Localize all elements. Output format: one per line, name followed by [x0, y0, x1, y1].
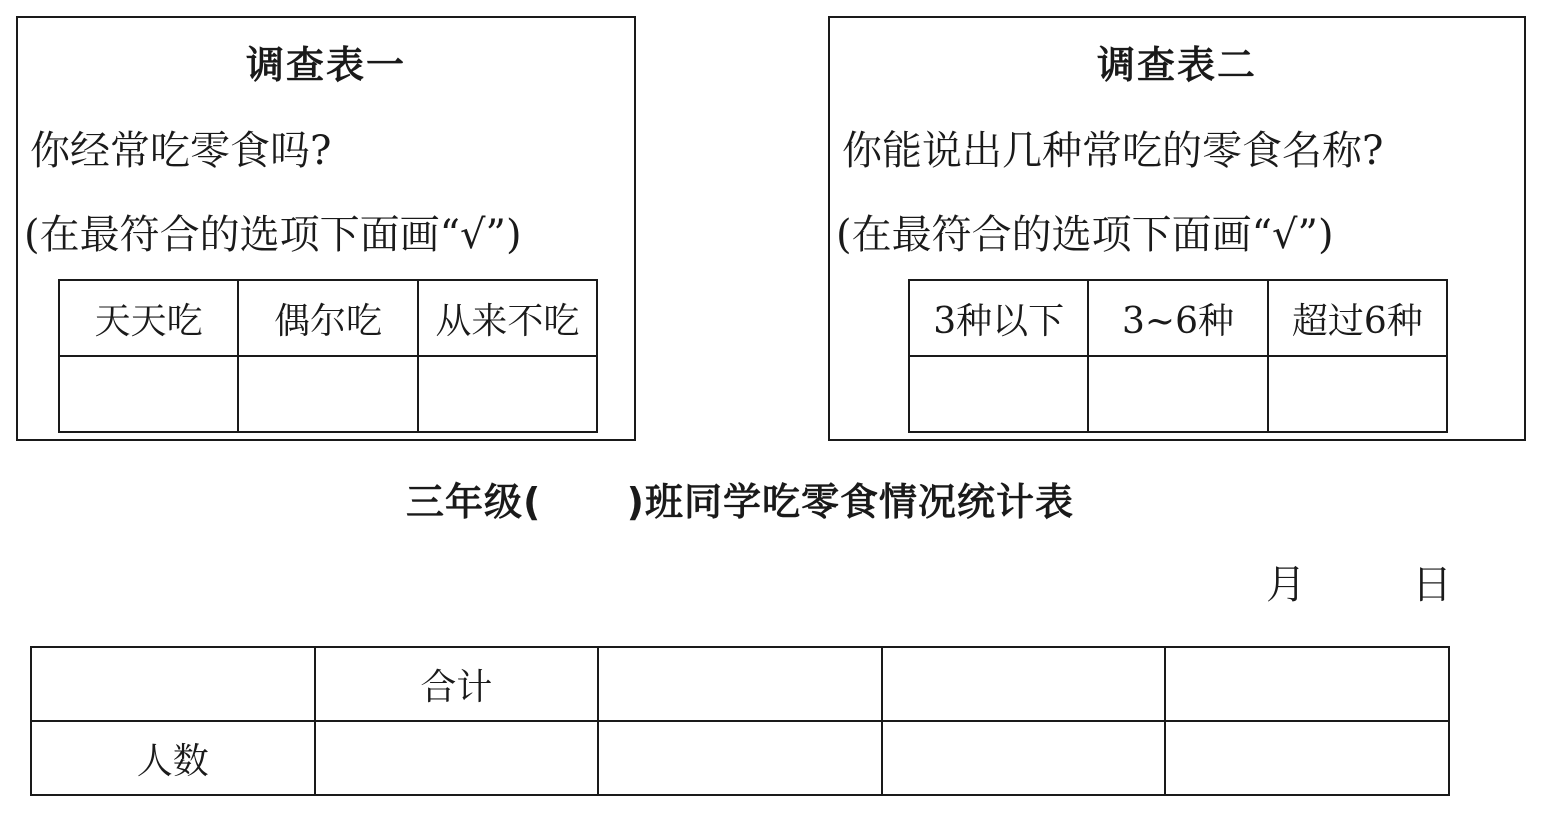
survey-question: 你经常吃零食吗? — [30, 128, 332, 174]
header-cell[interactable] — [31, 647, 315, 721]
option-label: 超过6种 — [1268, 280, 1447, 356]
survey-form-2 — [828, 16, 1526, 441]
check-cell[interactable] — [1268, 356, 1447, 432]
check-cell[interactable] — [1088, 356, 1267, 432]
day-label: 日 — [1412, 562, 1452, 608]
survey-title: 调查表一 — [245, 43, 406, 87]
count-cell[interactable] — [1165, 721, 1449, 795]
option-label: 天天吃 — [59, 280, 238, 356]
check-cell[interactable] — [418, 356, 597, 432]
option-label: 从来不吃 — [418, 280, 597, 356]
check-cell[interactable] — [238, 356, 417, 432]
stats-table — [30, 646, 1450, 796]
header-cell-total: 合计 — [315, 647, 599, 721]
option-label: 3种以下 — [909, 280, 1088, 356]
option-table — [58, 279, 598, 433]
header-cell[interactable] — [882, 647, 1166, 721]
option-label: 3~6种 — [1088, 280, 1267, 356]
count-cell[interactable] — [882, 721, 1166, 795]
header-cell[interactable] — [598, 647, 882, 721]
count-cell[interactable] — [315, 721, 599, 795]
header-cell[interactable] — [1165, 647, 1449, 721]
check-cell[interactable] — [909, 356, 1088, 432]
check-cell[interactable] — [59, 356, 238, 432]
count-cell[interactable] — [598, 721, 882, 795]
survey-question: 你能说出几种常吃的零食名称? — [842, 128, 1384, 174]
stats-table-title: 三年级( )班同学吃零食情况统计表 — [405, 480, 1075, 524]
count-row-label: 人数 — [31, 721, 315, 795]
option-label: 偶尔吃 — [238, 280, 417, 356]
survey-instruction: (在最符合的选项下面画“√”) — [836, 212, 1334, 258]
survey-instruction: (在最符合的选项下面画“√”) — [24, 212, 522, 258]
survey-form-1 — [16, 16, 636, 441]
month-label: 月 — [1266, 562, 1306, 608]
option-table — [908, 279, 1448, 433]
survey-title: 调查表二 — [1096, 43, 1257, 87]
